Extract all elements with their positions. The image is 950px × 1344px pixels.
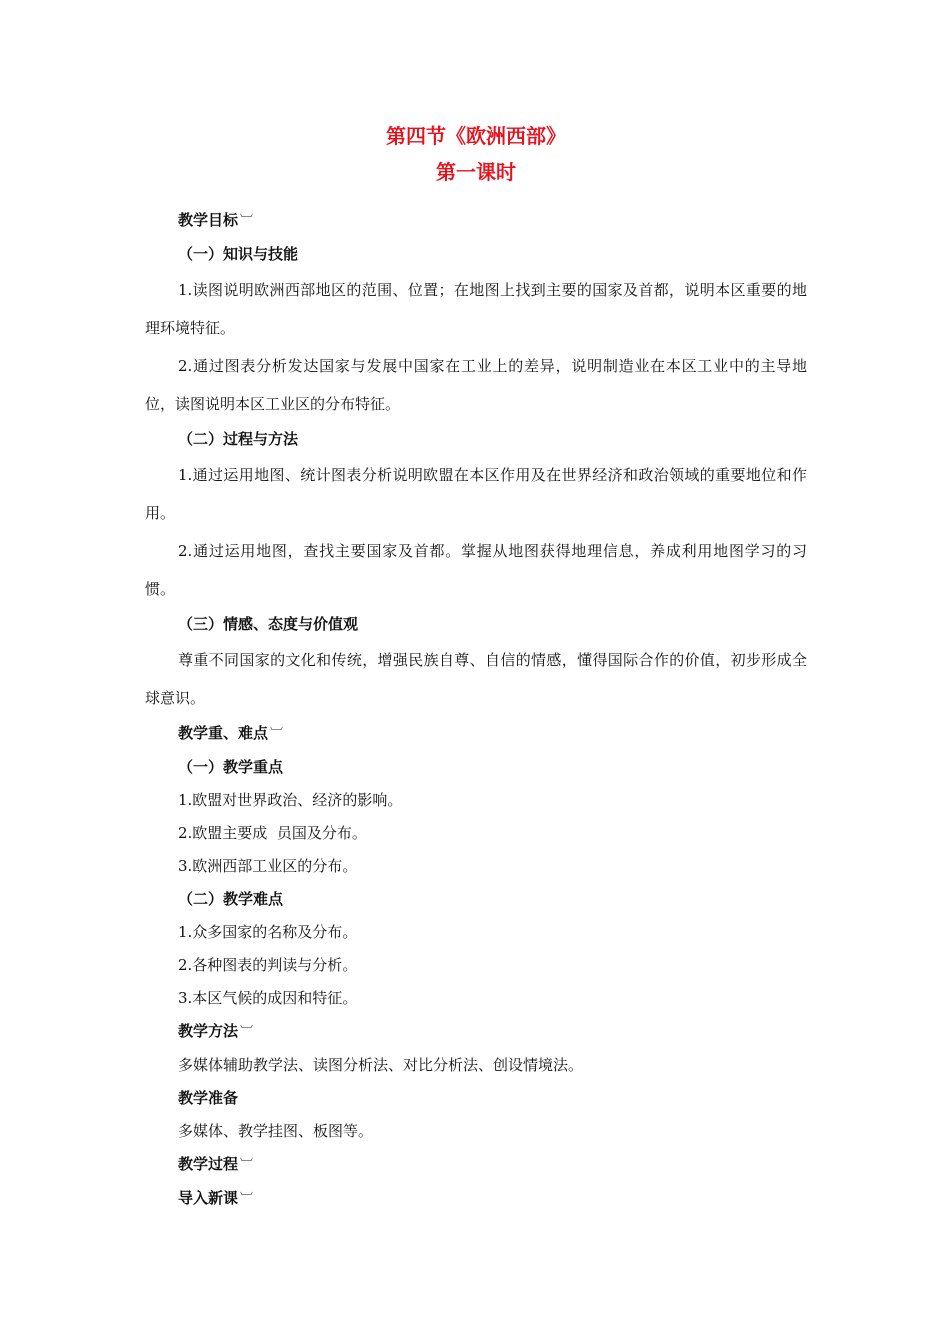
prep-heading: 教学准备 [178,1089,239,1107]
knowledge-heading: （一）知识与技能 [178,245,299,263]
heading-mark: ︺ [270,727,284,742]
document-subtitle: 第一课时 [436,160,516,184]
difficult-point-item: 1.众多国家的名称及分布。 [178,923,358,941]
keypoints-heading: 教学重、难点 ︺ [178,724,284,742]
teaching-process-heading: 教学过程 ︺ [178,1155,254,1173]
knowledge-paragraph-1: 1.读图说明欧洲西部地区的范围、位置；在地图上找到主要的国家及首都，说明本区重要的地理环境特征。 [145,281,807,337]
key-point-item: 3.欧洲西部工业区的分布。 [178,857,358,875]
document-title: 第四节《欧洲西部》 [386,124,566,148]
values-heading: （三）情感、态度与价值观 [178,615,359,633]
heading-mark: ︺ [240,1025,254,1040]
process-paragraph-2: 2.通过运用地图，查找主要国家及首都。掌握从地图获得地理信息，养成利用地图学习的习惯。 [145,542,807,598]
knowledge-paragraph-2: 2.通过图表分析发达国家与发展中国家在工业上的差异，说明制造业在本区工业中的主导地位，读图说明本区工业区的分布特征。 [145,357,807,413]
process-paragraph-1: 1.通过运用地图、统计图表分析说明欧盟在本区作用及在世界经济和政治领域的重要地位和作用。 [145,466,807,522]
intro-heading: 导入新课 ︺ [178,1189,254,1207]
heading-mark: ︺ [240,1158,254,1173]
prep-text: 多媒体、教学挂图、板图等。 [178,1122,374,1140]
key-point-item: 1.欧盟对世界政治、经济的影响。 [178,791,403,809]
values-paragraph: 尊重不同国家的文化和传统，增强民族自尊、自信的情感，懂得国际合作的价值，初步形成全球意识。 [145,651,807,707]
difficult-points-heading: （二）教学难点 [178,890,284,908]
key-points-heading: （一）教学重点 [178,758,284,776]
difficult-point-item: 2.各种图表的判读与分析。 [178,956,358,974]
key-point-item: 2.欧盟主要成 员国及分布。 [178,824,367,842]
heading-mark: ︺ [240,214,254,229]
process-heading: （二）过程与方法 [178,430,299,448]
heading-mark: ︺ [240,1192,254,1207]
method-text: 多媒体辅助教学法、读图分析法、对比分析法、创设情境法。 [178,1056,584,1074]
difficult-point-item: 3.本区气候的成因和特征。 [178,989,358,1007]
method-heading: 教学方法 ︺ [178,1022,254,1040]
objectives-heading: 教学目标 ︺ [178,211,254,229]
document-page [145,118,807,1216]
